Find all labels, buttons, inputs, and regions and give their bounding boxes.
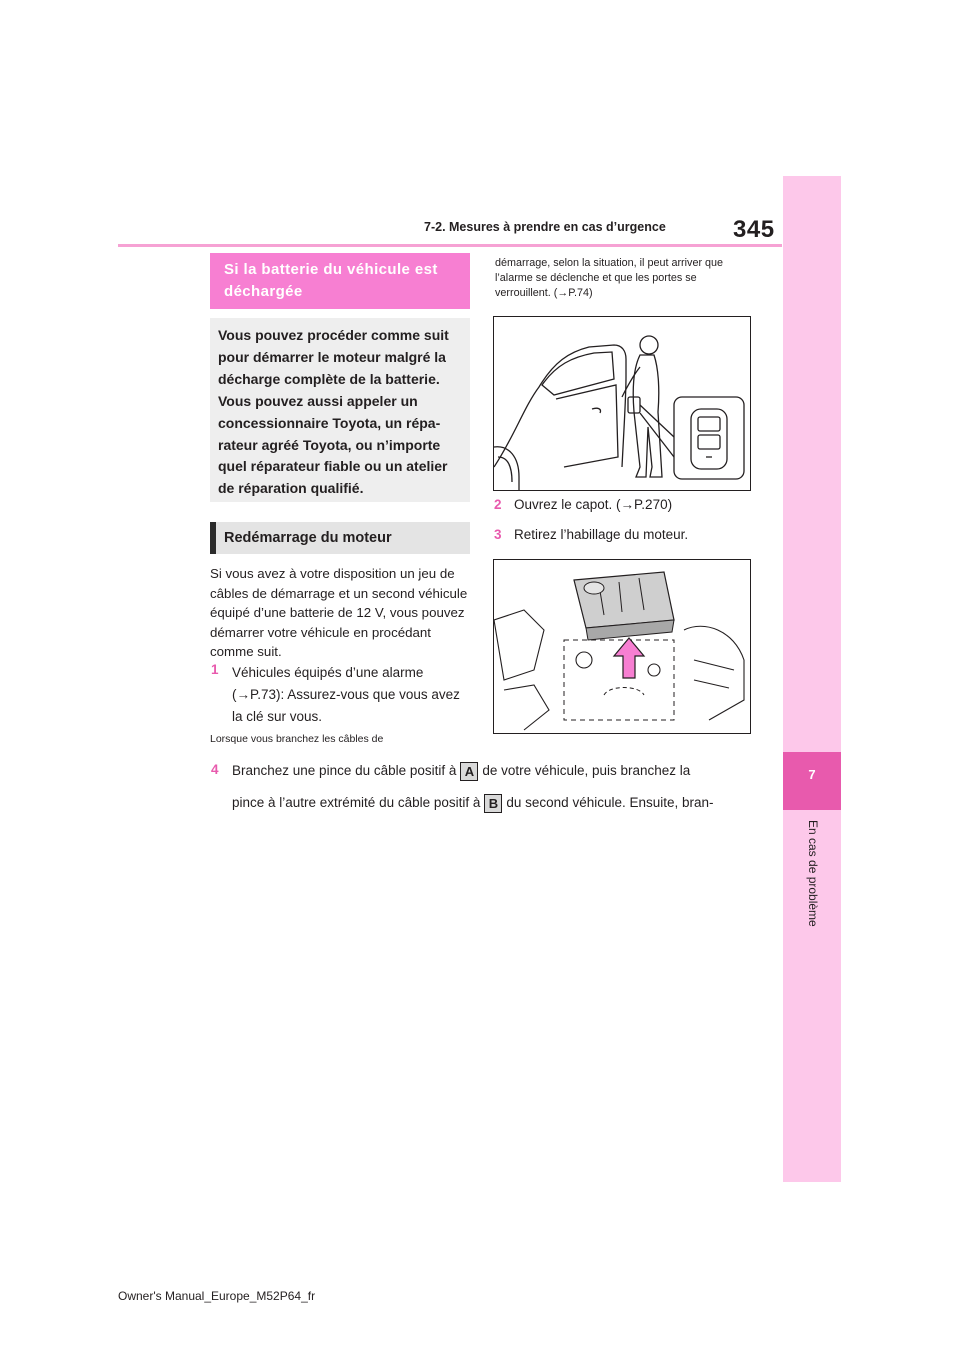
- section-title: 7-2. Mesures à prendre en cas d’urgence: [424, 220, 666, 234]
- body-paragraph: Si vous avez à votre disposition un jeu de câbles de démarrage et un second véhicule équipé d’une batterie de 12 V, vous pouvez démarrer votre véhicule en procédant comme suit.: [210, 566, 468, 659]
- page-number: 345: [733, 216, 775, 243]
- step-text-part: de votre véhicule, puis branchez la: [482, 763, 691, 779]
- chapter-title: En cas de problème: [806, 820, 820, 927]
- step-number: 3: [494, 527, 502, 542]
- subsection-heading: Redémarrage du moteur: [224, 530, 392, 546]
- note-text: Lorsque vous branchez les câbles de: [210, 733, 384, 745]
- intro-text: Vous pouvez procéder comme suit pour démarrer le moteur malgré la décharge complète de la batterie. Vous pouvez aussi appeler un concessionnaire Toyota, un répa-rateur agréé Toyota, ou n’importe quel réparateur fiable ou un atelier de réparation qualifié.: [218, 327, 449, 497]
- step-text-part: Branchez une pince du câble positif à: [232, 763, 457, 779]
- person-with-key-illustration: [494, 317, 750, 490]
- step-number: 1: [211, 662, 219, 677]
- label-a: A: [460, 762, 478, 781]
- step-text: Ouvrez le capot. (→P.270): [514, 497, 673, 512]
- step-number: 4: [211, 762, 219, 777]
- note-text-continued: démarrage, selon la situation, il peut arriver que l’alarme se déclenche et que les portes se verrouillent. (→P.74): [495, 257, 724, 299]
- chapter-title-wrap: [806, 820, 820, 970]
- chapter-number: 7: [808, 767, 816, 782]
- step-text: Véhicules équipés d’une alarme (→P.73): Assurez-vous que vous avez la clé sur vous.: [232, 665, 460, 724]
- footer-manual-id: Owner's Manual_Europe_M52P64_fr: [118, 1289, 316, 1303]
- header-rule: [118, 244, 782, 247]
- step-text: Retirez l’habillage du moteur.: [514, 527, 689, 542]
- label-b: B: [484, 794, 502, 813]
- step-text-part: du second véhicule. Ensuite, bran-: [506, 795, 714, 811]
- subsection-heading-bar: [210, 522, 216, 554]
- section-heading: Si la batterie du véhicule est déchargée: [224, 261, 438, 300]
- step-number: 2: [494, 497, 502, 512]
- chapter-side-tab: [783, 176, 841, 1182]
- figure-engine-cover: [493, 559, 751, 734]
- step-text-part: pince à l’autre extrémité du câble positif à: [232, 795, 481, 811]
- step-text-line: [232, 762, 690, 781]
- figure-person-with-key: [493, 316, 751, 491]
- step-text-line: [232, 794, 714, 813]
- engine-cover-illustration: [494, 560, 750, 733]
